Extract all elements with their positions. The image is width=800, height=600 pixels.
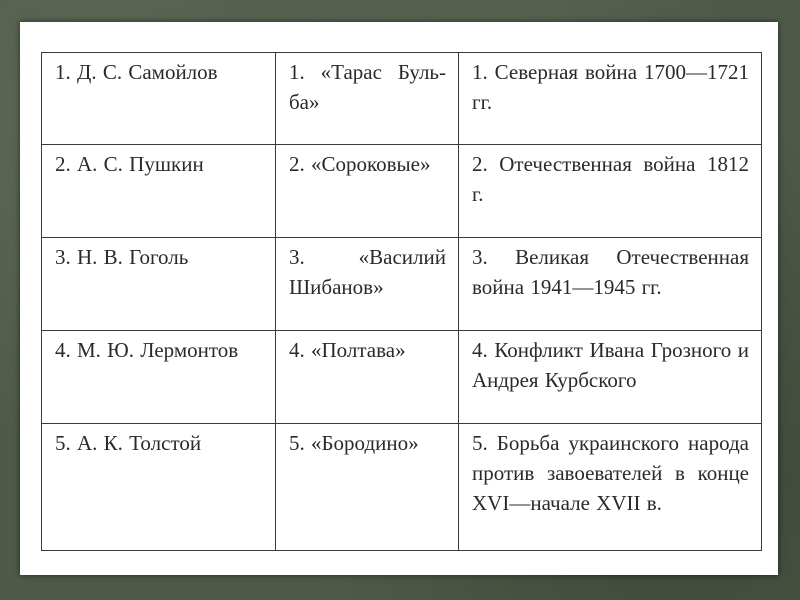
work-cell: 3. «Василий Шибанов»: [276, 238, 459, 331]
author-cell: 1. Д. С. Самойлов: [42, 53, 276, 145]
matching-table: [41, 52, 762, 551]
work-cell: 1. «Тарас Буль-ба»: [276, 53, 459, 145]
work-cell: 5. «Бородино»: [276, 424, 459, 551]
slide-card: [20, 22, 778, 575]
table-row: [42, 238, 762, 331]
work-cell: 2. «Сороковые»: [276, 145, 459, 238]
event-cell: 2. Отечественная война 1812 г.: [459, 145, 762, 238]
author-cell: 3. Н. В. Гоголь: [42, 238, 276, 331]
author-cell: 5. А. К. Толстой: [42, 424, 276, 551]
author-cell: 2. А. С. Пушкин: [42, 145, 276, 238]
table-row: [42, 53, 762, 145]
event-cell: 1. Северная война 1700—1721 гг.: [459, 53, 762, 145]
table-row: [42, 145, 762, 238]
work-cell: 4. «Полтава»: [276, 331, 459, 424]
event-cell: 3. Великая Отечественная война 1941—1945 гг.: [459, 238, 762, 331]
author-cell: 4. М. Ю. Лермонтов: [42, 331, 276, 424]
table-row: [42, 424, 762, 551]
event-cell: 4. Конфликт Ивана Грозного и Андрея Курбского: [459, 331, 762, 424]
table-row: [42, 331, 762, 424]
event-cell: 5. Борьба украинского народа против завоевателей в конце XVI—начале XVII в.: [459, 424, 762, 551]
